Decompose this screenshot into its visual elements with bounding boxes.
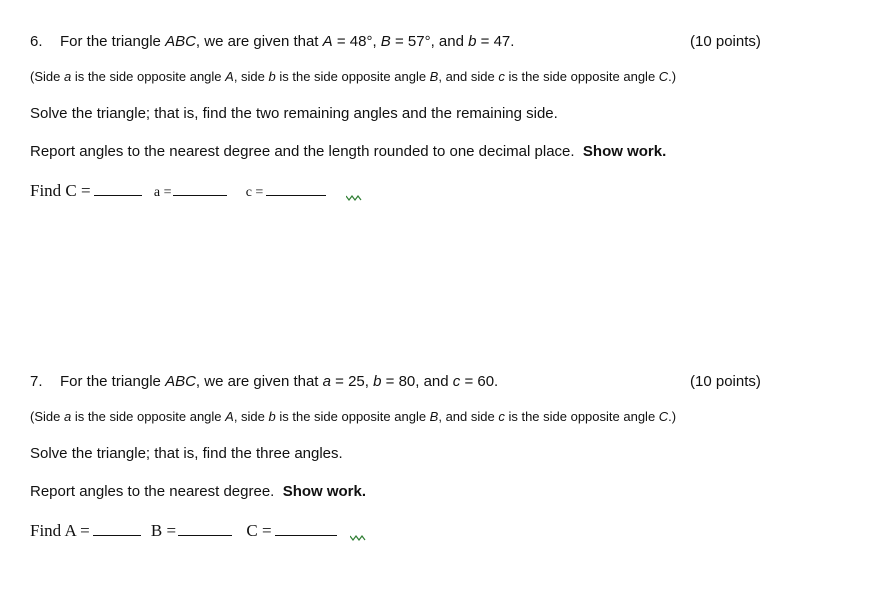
q7-blank-B[interactable] <box>178 521 232 536</box>
q7-blank-C[interactable] <box>275 521 337 536</box>
q6-report-instruction: Report angles to the nearest degree and the length rounded to one decimal place. Show work. <box>30 143 667 160</box>
q7-show-work: Show work. <box>282 483 367 500</box>
q6-find-row <box>30 181 326 201</box>
q6-find-label-C: Find C = <box>30 181 91 200</box>
q6-show-work: Show work. <box>582 143 667 160</box>
q6-blank-a[interactable] <box>173 181 227 196</box>
q7-solve-instruction: Solve the triangle; that is, find the three angles. <box>30 445 343 462</box>
q7-number: 7. <box>30 373 43 390</box>
spellcheck-squiggle-icon <box>350 535 366 541</box>
q7-find-label-A: Find A = <box>30 521 90 540</box>
spellcheck-squiggle-icon <box>346 195 362 201</box>
q7-points: (10 points) <box>690 373 761 390</box>
q6-blank-C[interactable] <box>94 181 142 196</box>
q7-side-note: (Side a is the side opposite angle A, side b is the side opposite angle B, and side c is the side opposite angle C.) <box>30 409 677 424</box>
q6-side-note: (Side a is the side opposite angle A, side b is the side opposite angle B, and side c is the side opposite angle C.) <box>30 69 677 84</box>
q7-find-row <box>30 521 337 541</box>
q7-heading: 7. For the triangle ABC, we are given that a = 25, b = 80, and c = 60. <box>30 373 499 390</box>
q6-find-label-a: a = <box>153 185 172 200</box>
q7-blank-A[interactable] <box>93 521 141 536</box>
q7-find-label-C: C = <box>246 521 272 540</box>
q6-points: (10 points) <box>690 33 761 50</box>
q6-solve-instruction: Solve the triangle; that is, find the two remaining angles and the remaining side. <box>30 105 558 122</box>
q7-report-instruction: Report angles to the nearest degree. Show work. <box>30 483 367 500</box>
q7-find-label-B: B = <box>150 521 177 540</box>
q6-number: 6. <box>30 33 43 50</box>
q6-heading: 6. For the triangle ABC, we are given that A = 48°, B = 57°, and b = 47. <box>30 33 515 50</box>
q6-blank-c[interactable] <box>266 181 326 196</box>
q6-find-label-c: c = <box>245 185 264 200</box>
